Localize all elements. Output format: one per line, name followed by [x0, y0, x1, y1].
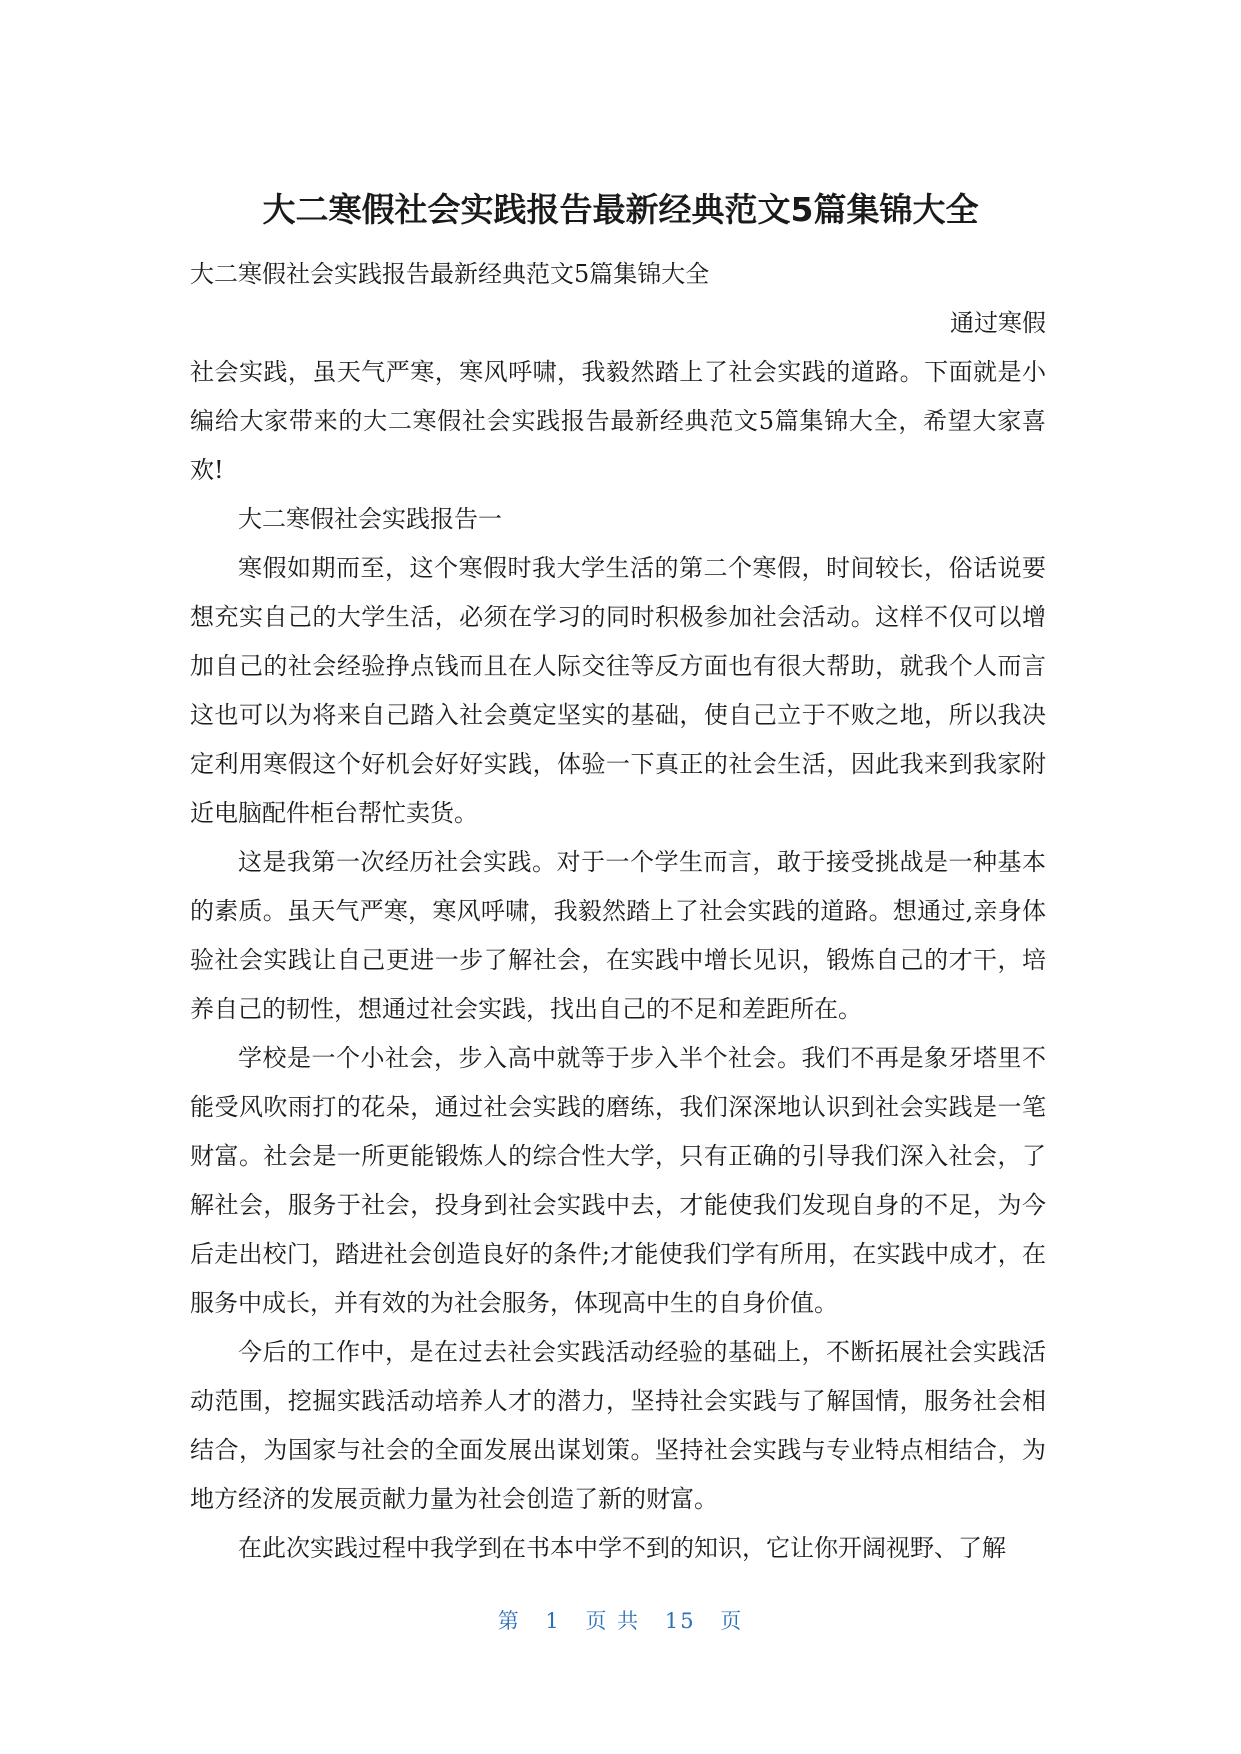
footer-suffix: 页	[720, 1609, 744, 1633]
document-body	[190, 250, 1046, 1573]
section-heading: 大二寒假社会实践报告一	[238, 505, 502, 533]
paragraph-3: 学校是一个小社会，步入高中就等于步入半个社会。我们不再是象牙塔里不能受风吹雨打的花朵，通过社会实践的磨练，我们深深地认识到社会实践是一笔财富。社会是一所更能锻炼人的综合性大学，只有正确的引导我们深入社会，了解社会，服务于社会，投身到社会实践中去，才能使我们发现自身的不足，为今后走出校门，踏进社会创造良好的条件;才能使我们学有所用，在实践中成才，在服务中成长，并有效的为社会服务，体现高中生的自身价值。	[190, 1044, 1046, 1317]
paragraph-1: 寒假如期而至，这个寒假时我大学生活的第二个寒假，时间较长，俗话说要想充实自己的大学生活，必须在学习的同时积极参加社会活动。这样不仅可以增加自己的社会经验挣点钱而且在人际交往等反方面也有很大帮助，就我个人而言这也可以为将来自己踏入社会奠定坚实的基础，使自己立于不败之地，所以我决定利用寒假这个好机会好好实践，体验一下真正的社会生活，因此我来到我家附近电脑配件柜台帮忙卖货。	[190, 554, 1046, 827]
paragraph-5: 在此次实践过程中我学到在书本中学不到的知识，它让你开阔视野、了解	[238, 1534, 1006, 1562]
document-title: 大二寒假社会实践报告最新经典范文5篇集锦大全	[262, 190, 979, 229]
subtitle-line: 大二寒假社会实践报告最新经典范文5篇集锦大全	[190, 260, 710, 288]
paragraph-4: 今后的工作中，是在过去社会实践活动经验的基础上，不断拓展社会实践活动范围，挖掘实践活动培养人才的潜力，坚持社会实践与了解国情，服务社会相结合，为国家与社会的全面发展出谋划策。坚持社会实践与专业特点相结合，为地方经济的发展贡献力量为社会创造了新的财富。	[190, 1338, 1046, 1513]
footer-prefix: 第	[497, 1609, 521, 1633]
paragraph-2: 这是我第一次经历社会实践。对于一个学生而言，敢于接受挑战是一种基本的素质。虽天气严寒，寒风呼啸，我毅然踏上了社会实践的道路。想通过,亲身体验社会实践让自己更进一步了解社会，在实践中增长见识，锻炼自己的才干，培养自己的韧性，想通过社会实践，找出自己的不足和差距所在。	[190, 848, 1046, 1023]
intro-paragraph: 社会实践，虽天气严寒，寒风呼啸，我毅然踏上了社会实践的道路。下面就是小编给大家带来的大二寒假社会实践报告最新经典范文5篇集锦大全，希望大家喜欢!	[190, 358, 1046, 484]
page-footer	[0, 1605, 1241, 1635]
footer-total-pages: 15	[664, 1609, 696, 1633]
intro-right-fragment: 通过寒假	[950, 309, 1046, 337]
footer-middle: 页 共	[585, 1609, 641, 1633]
footer-current-page: 1	[545, 1609, 561, 1633]
